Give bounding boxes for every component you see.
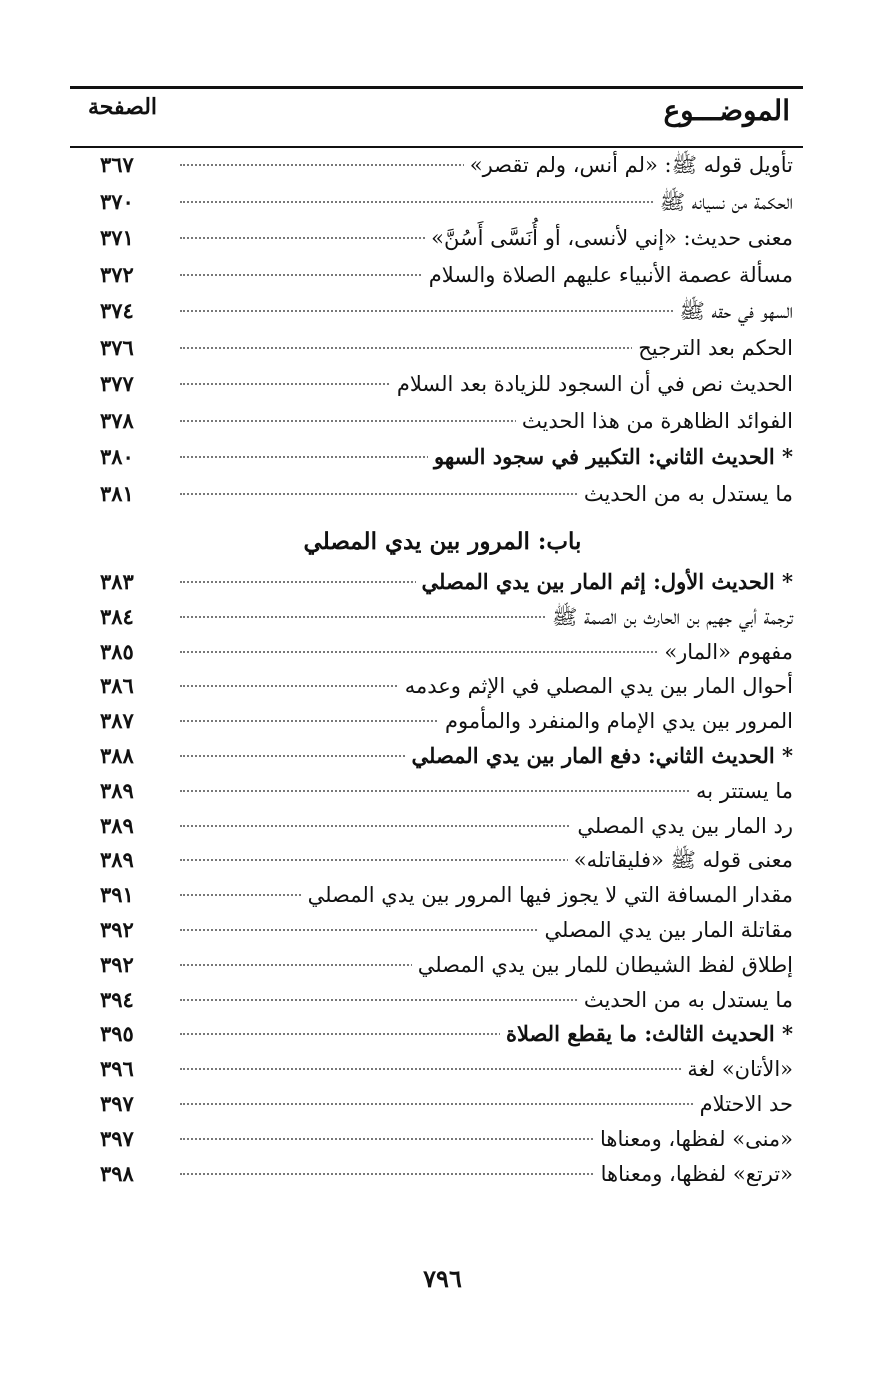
toc-entry-title: «منى» لفظها، ومعناها [594, 1122, 793, 1156]
toc-entry-page: ٣٨٠ [100, 444, 134, 469]
toc-entry-title: * الحديث الثاني: التكبير في سجود السهو [428, 440, 793, 474]
toc-entry-title: ترجمة أبي جهيم بن الحارث بن الصمة ﷺ [546, 600, 793, 634]
toc-entry-title: إطلاق لفظ الشيطان للمار بين يدي المصلي [412, 948, 793, 982]
toc-entry-page: ٣٨٩ [100, 812, 134, 838]
toc-entry [0, 185, 885, 219]
toc-entry-title: ما يستدل به من الحديث [578, 983, 793, 1017]
toc-entry [0, 1052, 885, 1086]
toc-entry [0, 477, 885, 511]
toc-entry-page: ٣٧٦ [100, 334, 134, 360]
toc-entry-title: * الحديث الثاني: دفع المار بين يدي المصلي [406, 739, 794, 773]
toc-entry-title: الحديث نص في أن السجود للزيادة بعد السلام [391, 367, 793, 401]
toc-entry-page: ٣٨٨ [100, 743, 134, 768]
toc-entry-title: معنى قوله ﷺ «فليقاتله» [568, 843, 793, 877]
toc-entry-title: الفوائد الظاهرة من هذا الحديث [516, 404, 793, 438]
toc-entry-page: ٣٧١ [100, 225, 134, 250]
toc-entry-page: ٣٨٥ [100, 638, 134, 664]
toc-entry [0, 404, 885, 438]
toc-entry-title: الحكم بعد الترجيح [632, 331, 793, 365]
toc-entry [0, 635, 885, 669]
toc-entry-title: مفهوم «المار» [658, 635, 793, 669]
toc-entry-page: ٣٧٠ [100, 188, 134, 214]
toc-entry [0, 1157, 885, 1191]
toc-entry-page: ٣٩٦ [100, 1056, 134, 1082]
toc-entry-page: ٣٩٨ [100, 1160, 134, 1186]
toc-entry [0, 843, 885, 877]
toc-entry-title: تأويل قوله ﷺ: «لم أنس، ولم تقصر» [464, 148, 793, 182]
toc-entry-title: ما يستدل به من الحديث [578, 477, 793, 511]
toc-entry-title: مقدار المسافة التي لا يجوز فيها المرور بين يدي المصلي [302, 878, 793, 912]
toc-entry-page: ٣٨٦ [100, 673, 134, 699]
toc-entry-title: ما يستتر به [690, 774, 793, 808]
toc-entry-title: الحكمة من نسيانه ﷺ [654, 185, 793, 219]
toc-entry-page: ٣٨٣ [100, 569, 134, 594]
toc-entry [0, 221, 885, 255]
toc-entry [0, 1122, 885, 1156]
toc-entry [0, 704, 885, 738]
toc-entry [0, 440, 885, 474]
toc-entry [0, 331, 885, 365]
toc-entry-title: أحوال المار بين يدي المصلي في الإثم وعدمه [399, 669, 793, 703]
toc-entry-title: رد المار بين يدي المصلي [571, 809, 793, 843]
toc-entry [0, 809, 885, 843]
toc-entry-title: المرور بين يدي الإمام والمنفرد والمأموم [439, 704, 793, 738]
toc-entry [0, 1017, 885, 1051]
toc-entry-page: ٣٧٧ [100, 371, 134, 396]
toc-entry-title: حد الاحتلام [694, 1087, 793, 1121]
toc-entry-page: ٣٧٤ [100, 298, 134, 323]
toc-entry-page: ٣٩٧ [100, 1091, 134, 1116]
toc-entry [0, 367, 885, 401]
toc-entry-title: مسألة عصمة الأنبياء عليهم الصلاة والسلام [423, 258, 793, 292]
page-column-header: الصفحة [88, 94, 158, 120]
toc-entry-page: ٣٩٥ [100, 1021, 134, 1047]
toc-entry [0, 669, 885, 703]
toc-entry-page: ٣٨٩ [100, 777, 134, 803]
toc-entry [0, 148, 885, 182]
toc-entry [0, 294, 885, 328]
toc-entry [0, 565, 885, 599]
toc-entry [0, 1087, 885, 1121]
toc-entry [0, 948, 885, 982]
toc-entry [0, 739, 885, 773]
toc-entry-title: مقاتلة المار بين يدي المصلي [539, 913, 793, 947]
toc-entry [0, 774, 885, 808]
toc-entry-title: «الأتان» لغة [681, 1052, 793, 1086]
toc-entry-page: ٣٧٢ [100, 261, 134, 287]
toc-entry [0, 600, 885, 634]
section-title: باب: المرور بين يدي المصلي [303, 528, 582, 555]
toc-entry-page: ٣٨٩ [100, 847, 134, 873]
toc-entry [0, 258, 885, 292]
toc-entry-page: ٣٩٢ [100, 951, 134, 977]
toc-entry [0, 878, 885, 912]
toc-entry-page: ٣٩٢ [100, 917, 134, 942]
toc-entry [0, 913, 885, 947]
toc-entry-page: ٣٧٨ [100, 407, 134, 433]
toc-entry-title: معنى حديث: «إني لأنسى، أو أُنَسَّى أَسُنَّ» [425, 221, 793, 255]
toc-entry-title: * الحديث الثالث: ما يقطع الصلاة [500, 1017, 793, 1051]
page-number: ٧٩٦ [423, 1264, 462, 1293]
toc-entry-page: ٣٩٤ [100, 986, 134, 1012]
topic-column-header: الموضـــوع [663, 94, 790, 127]
toc-entry-page: ٣٨٧ [100, 708, 134, 734]
toc-entry-page: ٣٦٧ [100, 152, 134, 177]
toc-entry-title: * الحديث الأول: إثم المار بين يدي المصلي [416, 565, 793, 599]
toc-entry-page: ٣٨١ [100, 480, 134, 506]
toc-entry-page: ٣٩٧ [100, 1125, 134, 1151]
toc-entry-title: «ترتع» لفظها، ومعناها [595, 1157, 793, 1191]
toc-entry-page: ٣٩١ [100, 882, 134, 908]
toc-entry-page: ٣٨٤ [100, 603, 134, 629]
toc-entry-title: السهو في حقه ﷺ [673, 294, 793, 328]
toc-entry [0, 983, 885, 1017]
